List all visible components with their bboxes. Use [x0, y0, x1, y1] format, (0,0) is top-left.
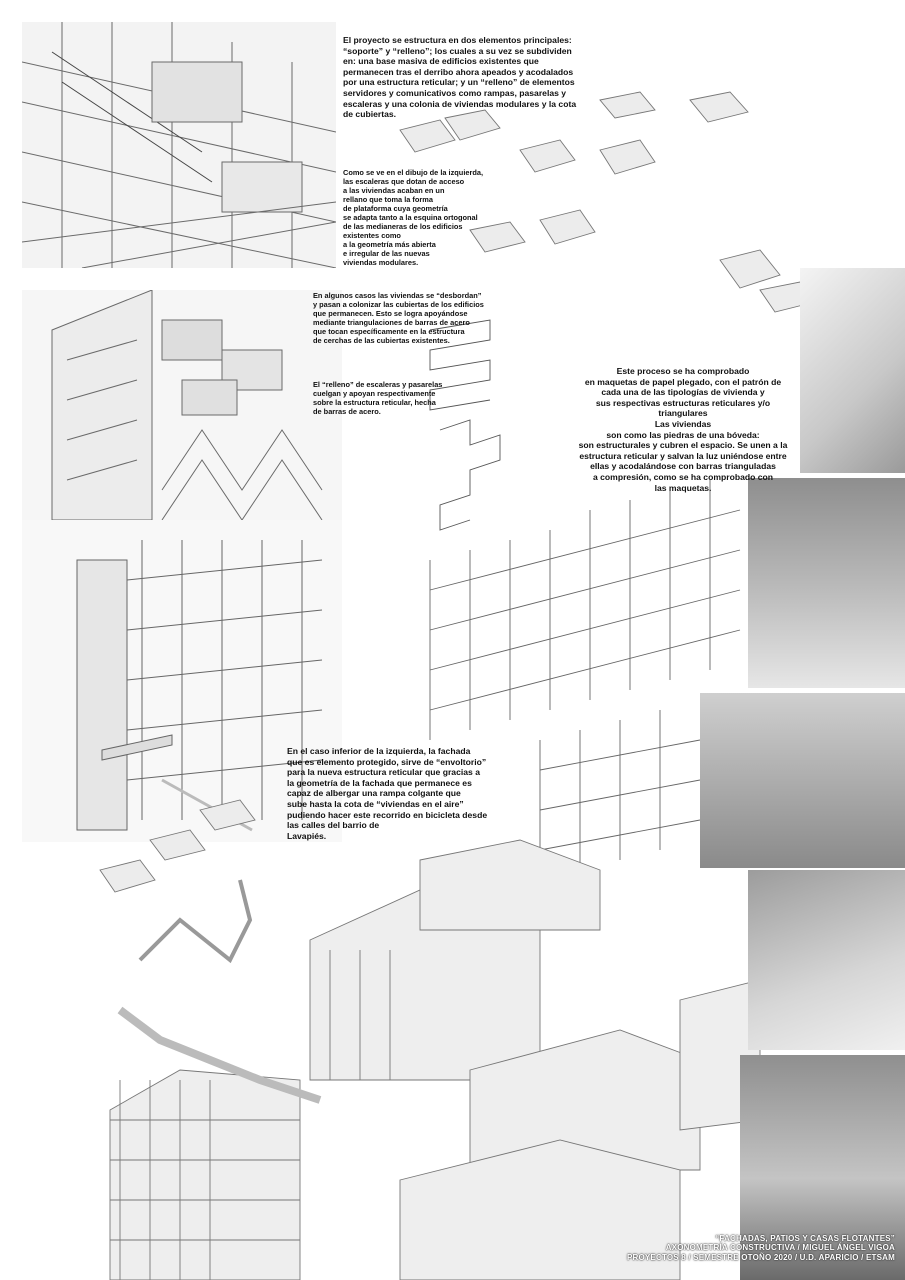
intro-text: El proyecto se estructura en dos elementos principales: “soporte” y “relleno”; los cuales a su vez se subdividen en: una base masiva de edificios existentes que permanecen tras el derribo ahora apeados y acodalados por una estructura reticular; y un “relleno” de elementos servidores y comunicativos como rampas, pasarelas y escaleras y una colonia de viviendas modulares y la cota de cubiertas.	[343, 35, 577, 120]
model-photo-3	[700, 693, 905, 868]
credits-footer	[627, 1234, 895, 1263]
credits-course: PROYECTOS 8 / SEMESTRE OTOÑO 2020 / U.D. APARICIO / ETSAM	[626, 1252, 895, 1262]
credits-title: “FACHADAS, PATIOS Y CASAS FLOTANTES”	[715, 1233, 895, 1243]
model-photo-1	[800, 268, 905, 473]
model-photo-2	[748, 478, 905, 688]
process-text: Este proceso se ha comprobado en maquetas de papel plegado, con el patrón de cada una de las tipologías de vivienda y sus respectivas estructuras reticulares y/o triangulares Las viviendas son como las piedras de una bóveda: son estructurales y cubren el espacio. Se unen a la estructura reticular y salvan la luz uniéndose entre ellas y acodalándose con barras trianguladas a compresión, como se ha comprobado con las maquetas.	[578, 366, 788, 493]
model-photo-4	[748, 870, 905, 1050]
overflow-text: En algunos casos las viviendas se “desbordan” y pasan a colonizar las cubiertas de los edificios que permanecen. Esto se logra apoyándose mediante triangulaciones de barras de acero que tocan específicamente en la estructura de cerchas de las cubiertas existentes.	[313, 291, 484, 345]
credits-author: AXONOMETRÍA CONSTRUCTIVA / MIGUEL ÁNGEL VIGOA	[665, 1243, 895, 1252]
facade-text: En el caso inferior de la izquierda, la fachada que es elemento protegido, sirve de “envoltorio” para la nueva estructura reticular que gracias a la geometría de la fachada que permanece es capaz de albergar una rampa colgante que sube hasta la cota de “viviendas en el aire” pudiendo hacer este recorrido en bicicleta desde las calles del barrio de Lavapiés.	[287, 746, 488, 841]
fill-text: El “relleno” de escaleras y pasarelas cuelgan y apoyan respectivamente sobre la estructura reticular, hecha de barras de acero.	[313, 380, 443, 416]
stairs-text: Como se ve en el dibujo de la izquierda, las escaleras que dotan de acceso a las viviendas acaban en un rellano que toma la forma de plataforma cuya geometría se adapta tanto a la esquina ortogonal de las medianeras de los edificios existentes como a la geometría más abierta e irregular de las nuevas viviendas modulares.	[343, 168, 484, 267]
